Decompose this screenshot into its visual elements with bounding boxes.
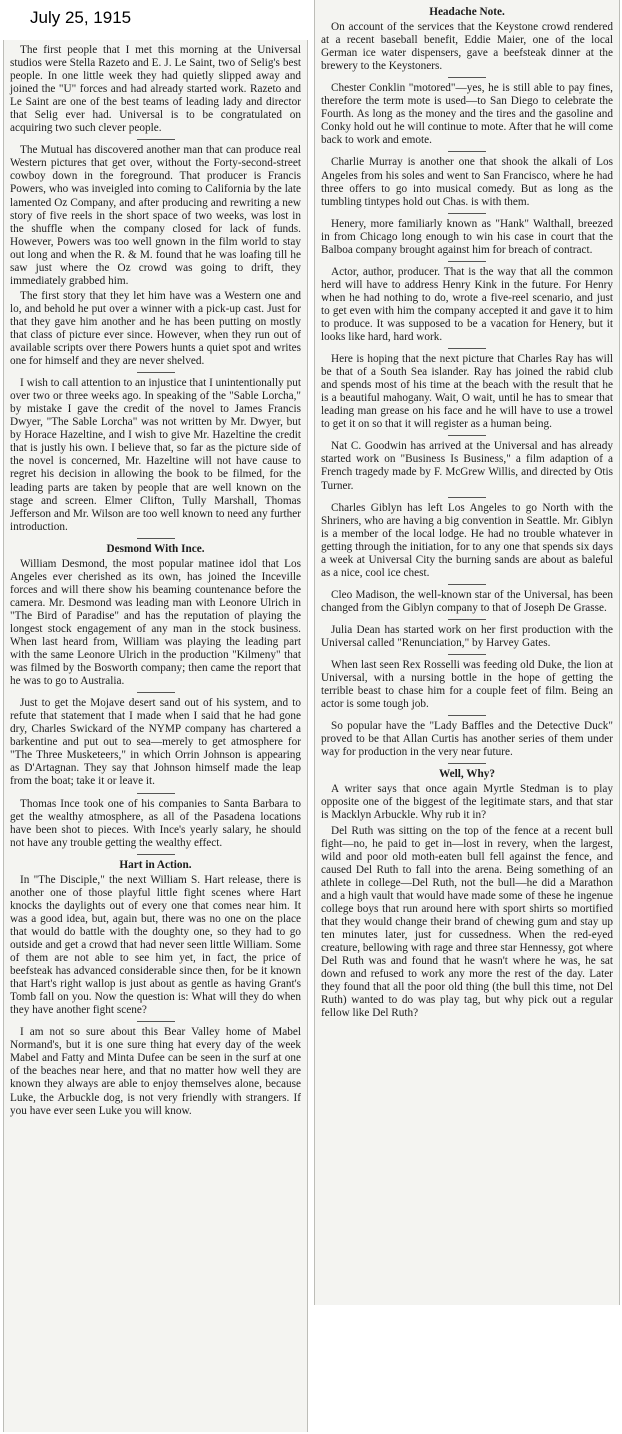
item-paragraph: So popular have the "Lady Baffles and the Detective Duck" proved to be that Allan Curtis has another series of them under way for production in the very near future. xyxy=(321,720,613,759)
item-separator xyxy=(448,77,486,78)
item-paragraph: Actor, author, producer. That is the way that all the common herd will have to address Henry Kink in the future. For Henry when he had nothing to do, wrote a five-reel scenario, and just to get even with him the company accepted it and gave it to him to produce. It was supposed to be a vacation for Henery, but it looks like hard, hard work. xyxy=(321,265,613,344)
item-paragraph: The Mutual has discovered another man that can produce real Western pictures that get over, without the Forty-second-street cowboy down in the foreground. That producer is Francis Powers, who was inveigled into coming to California by the late lamented Oz Company, and after producing and rewriting a new story of five reels in the short space of two weeks, was lost in the shuffle when the company closed for lack of funds. However, Powers was too well gnown in the film world to stay out long and when the R. & M. found that he was loafing till he saw just where the Oz crowd was going to drift, they immediately grabbed him. xyxy=(10,144,301,287)
item-separator xyxy=(448,348,486,349)
news-item xyxy=(321,768,613,1020)
item-heading: Desmond With Ince. xyxy=(106,542,205,555)
news-item xyxy=(10,697,301,788)
item-separator xyxy=(137,538,175,539)
item-separator xyxy=(448,261,486,262)
item-paragraph: Cleo Madison, the well-known star of the Universal, has been changed from the Giblyn company to that of Joseph De Grasse. xyxy=(321,588,613,614)
item-separator xyxy=(137,692,175,693)
item-paragraph: When last seen Rex Rosselli was feeding old Duke, the lion at Universal, with a nursing bottle in the hope of getting the terrible beast to chase him for a couple feet of film. Being an actor is some tough job. xyxy=(321,659,613,711)
news-item xyxy=(10,859,301,1018)
item-paragraph: Chester Conklin "motored"—yes, he is still able to pay fines, therefore the term mote is used—to San Diego to celebrate the Fourth. As long as the money and the tires and the gasoline and Conky hold out he will continue to mote. After that he will come back to work and emote. xyxy=(321,82,613,147)
date-label: July 25, 1915 xyxy=(30,8,132,27)
item-separator xyxy=(448,619,486,620)
item-heading: Well, Why? xyxy=(438,768,496,781)
news-item xyxy=(321,440,613,492)
item-separator xyxy=(137,372,175,373)
item-separator xyxy=(137,793,175,794)
item-separator xyxy=(448,213,486,214)
right-column xyxy=(314,0,620,1305)
news-item xyxy=(321,502,613,580)
item-heading: Hart in Action. xyxy=(119,858,192,871)
news-item xyxy=(10,144,301,368)
news-item xyxy=(321,659,613,711)
item-separator xyxy=(448,763,486,764)
news-item xyxy=(10,1026,301,1117)
item-paragraph: A writer says that once again Myrtle Stedman is to play opposite one of the biggest of the legitimate stars, and that star is Macklyn Arbuckle. Why rub it in? xyxy=(321,783,613,822)
news-item xyxy=(321,353,613,431)
item-paragraph: Henery, more familiarly known as "Hank" Walthall, breezed in from Chicago long enough to win his case in court that the Balboa company brought against him for breach of contract. xyxy=(321,217,613,256)
item-heading: Headache Note. xyxy=(429,6,505,18)
item-paragraph: Charles Giblyn has left Los Angeles to go North with the Shriners, who are having a big convention in Seattle. Mr. Giblyn is a member of the local lodge. He had no trouble whatever in getting through the initiation, for to any one that spends six days a week at Universal City the burning sands are about as baleful as a nice, cool ice chest. xyxy=(321,501,613,579)
item-paragraph: On account of the services that the Keystone crowd rendered at a recent baseball benefit, Eddie Maier, one of the local German ice water dispensers, gave a beefsteak dinner at the brewery to the Keystoners. xyxy=(321,21,613,73)
item-paragraph: Julia Dean has started work on her first production with the Universal called "Renunciation," by Harvey Gates. xyxy=(321,623,613,649)
item-paragraph: Del Ruth was sitting on the top of the fence at a recent bull fight—no, he paid to get in—lost in revery, when the largest, wild and poor old moth-eaten bull fell against the fence, and caused Del Ruth to fall into the arena. Being something of an athlete in college—Del Ruth, not the bull—he did a Marathon and a high vault that would have made some of these he ingenue college boys that run around here with sport shirts so mortified that they would change their brand of chewing gum and stay up ten minutes later, just for cussedness. When the red-eyed creature, bellowing with rage and three star Hennessy, got where Del Ruth was and found that he wasn't where he was, he sat down and refused to work any more the rest of the day. Later they found that all the poor old thing (the bull this time, not Del Ruth) wanted to do was play tag, but why pick out a regular fellow like Del Ruth? xyxy=(321,824,613,1020)
item-separator xyxy=(448,654,486,655)
news-item xyxy=(321,82,613,147)
item-paragraph: The first people that I met this morning at the Universal studios were Stella Razeto and E. J. Le Saint, two of Selig's best people. In one little week they had quietly slipped away and joined the "U" forces and had already started work. Razeto and Le Saint are one of the best teams of leading lady and director that Selig ever had. Universal is to be congratulated on acquiring two such clever people. xyxy=(10,44,301,135)
news-item xyxy=(10,44,301,135)
item-paragraph: Here is hoping that the next picture that Charles Ray has will be that of a South Sea islander. Ray has joined the rabid club and spends most of his time at the beach with the result that he is a beautiful mahogany. Wait, O wait, until he has to smear that leading man grease on his face and he will have to use a trowel to get it on so that it will register as a human being. xyxy=(321,353,613,431)
item-separator xyxy=(448,497,486,498)
news-item xyxy=(10,798,301,850)
item-paragraph: The first story that they let him have was a Western one and lo, and behold he put over a winner with a pick-up cast. Just for that they gave him another and he has been putting on mostly that class of picture ever since. However, when they run out of available scripts over there Powers hunts a quiet spot and writes one for himself and they are never shelved. xyxy=(10,289,301,368)
item-paragraph: Nat C. Goodwin has arrived at the Universal and has already started work on "Business Is Business," a film adaption of a French tragedy made by F. McGrew Willis, and directed by Otis Turner. xyxy=(321,440,613,492)
item-paragraph: I wish to call attention to an injustice that I unintentionally put over two or three weeks ago. In speaking of the "Sable Lorcha," by mistake I gave the credit of the novel to James Francis Dwyer, "The Sable Lorcha" was not written by Mr. Dwyer, but by Horace Hazeltine, and I wish to give Mr. Hazeltine the credit that is justly his own. I believe that, so far as the picture side of the novel is concerned, Mr. Hazeltine will not have cause to regret his decision in allowing the book to be filmed, for the leading parts are taken by people that are well known on the stage and screen. Elmer Clifton, Tully Marshall, Thomas Jefferson and Mr. Wilson are too well known to need any further introduction. xyxy=(10,377,301,533)
news-item xyxy=(10,377,301,534)
news-item xyxy=(321,218,613,257)
item-separator xyxy=(137,1021,175,1022)
item-paragraph: Thomas Ince took one of his companies to Santa Barbara to get the wealthy atmosphere, as all of the Pasadena locations have been shot to pieces. With Ince's yearly salary, he should not have any trouble getting the wealthy effect. xyxy=(10,797,301,849)
news-item xyxy=(321,589,613,615)
item-separator xyxy=(448,435,486,436)
news-item xyxy=(321,720,613,759)
item-paragraph: I am not so sure about this Bear Valley home of Mabel Normand's, but it is one sure thing hat every day of the week Mabel and Fatty and Minta Dufee can be seen in the surf at one of the beaches near here, and that no matter how well they are known they always are able to enjoy themselves alone, because Luke, the Arbuckle dog, is not very friendly with strangers. If you have ever seen Luke you will know. xyxy=(10,1026,301,1117)
item-paragraph: Just to get the Mojave desert sand out of his system, and to refute that statement that I made when I said that he had gone dry, Charles Swickard of the NYMP company has chartered a barkentine and put out to sea—merely to get atmosphere for "The Three Musketeers," in which Orrin Johnson is appearing as D'Artagnan. They say that Johnson himself made the leap from the boat; take it or leave it. xyxy=(10,697,301,788)
news-item xyxy=(321,624,613,650)
news-item xyxy=(10,543,301,689)
news-item xyxy=(321,156,613,208)
item-paragraph: Charlie Murray is another one that shook the alkali of Los Angeles from his soles and went to San Francisco, where he had three offers to go into musical comedy. But as long as the tumbling tintypes hold out Chas. is with them. xyxy=(321,156,613,208)
item-separator xyxy=(137,854,175,855)
item-paragraph: William Desmond, the most popular matinee idol that Los Angeles ever cherished as its own, has joined the Inceville forces and will there show his beaming countenance before the camera. Mr. Desmond was leading man with Leonore Ulrich in "The Bird of Paradise" and has the reputation of playing the longest stock engagement of any man in the stock business. When last heard from, William was playing the leading part with the same Leonore Ulrich in the production "Kilmeny" that was filmed by the Bosworth company; then came the report that he was to go to Australia. xyxy=(10,557,301,688)
news-item xyxy=(321,6,613,73)
item-separator xyxy=(448,715,486,716)
item-separator xyxy=(448,151,486,152)
news-item xyxy=(321,266,613,344)
item-separator xyxy=(137,139,175,140)
item-separator xyxy=(448,584,486,585)
left-column xyxy=(3,40,308,1432)
item-paragraph: In "The Disciple," the next William S. Hart release, there is another one of those playful little fight scenes where Hart knocks the daylights out of every one that comes near him. It was a good idea, but, again but, there was no one on the place that would do battle with the doughty one, so they had to go outside and get a crowd that had never seen little William. Some of them are not able to see him yet, in fact, the price of beefsteak has advanced considerable since then, for be it known that Hart's right wallop is just about as gentle as having Grant's Tomb fall on you. Now the question is: What will they do when they have another fight scene? xyxy=(10,873,301,1017)
